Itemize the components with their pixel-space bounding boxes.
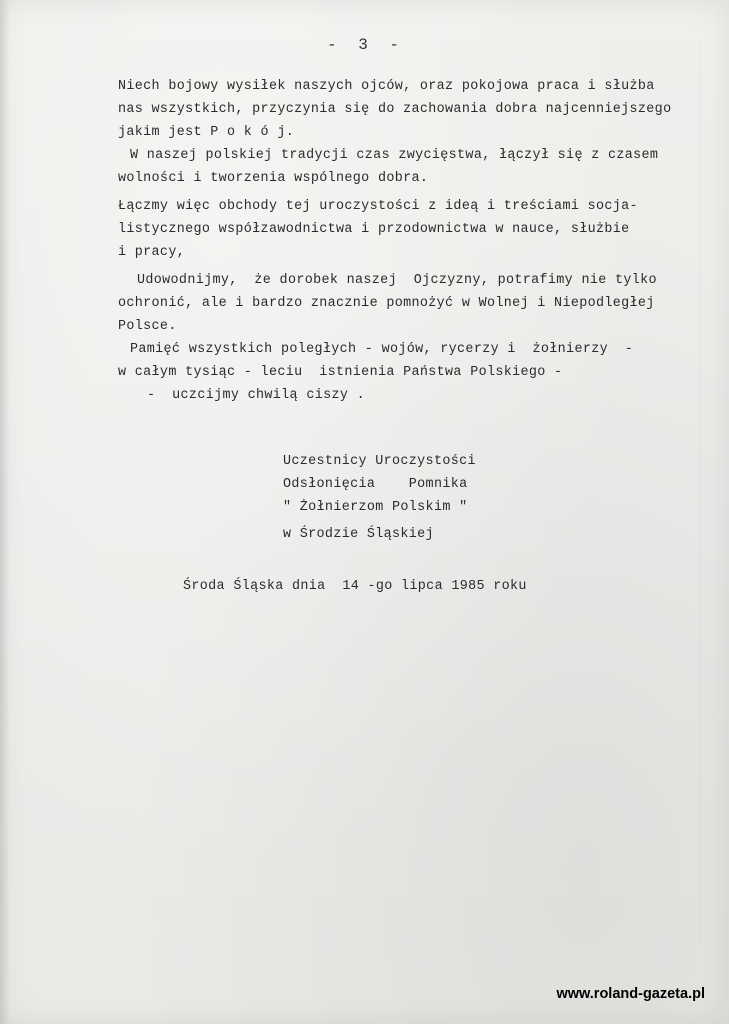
paper-crease xyxy=(700,40,701,940)
body-line-7: listycznego współzawodnictwa i przodownictwa w nauce, służbie xyxy=(118,222,630,237)
watermark-text: www.roland-gazeta.pl xyxy=(556,986,705,1002)
body-line-4: W naszej polskiej tradycji czas zwycięstwa, łączył się z czasem xyxy=(130,148,659,163)
signature-line-4: w Środzie Śląskiej xyxy=(283,527,434,542)
signature-line-1: Uczestnicy Uroczystości xyxy=(283,454,476,469)
body-line-1: Niech bojowy wysiłek naszych ojców, oraz pokojowa praca i służba xyxy=(118,79,655,94)
body-line-3: jakim jest P o k ó j. xyxy=(118,125,295,140)
body-line-8: i pracy, xyxy=(118,245,186,260)
paper-edge-shadow xyxy=(0,0,10,1024)
body-line-12: Pamięć wszystkich poległych - wojów, rycerzy i żołnierzy - xyxy=(130,342,634,357)
date-line: Środa Śląska dnia 14 -go lipca 1985 roku xyxy=(183,579,527,594)
body-line-13: w całym tysiąc - leciu istnienia Państwa Polskiego - xyxy=(118,365,563,380)
signature-line-3: " Żołnierzom Polskim " xyxy=(283,500,468,515)
body-line-2: nas wszystkich, przyczynia się do zachowania dobra najcenniejszego xyxy=(118,102,672,117)
page-number: - 3 - xyxy=(327,36,406,54)
signature-line-2: Odsłonięcia Pomnika xyxy=(283,477,468,492)
body-line-6: Łączmy więc obchody tej uroczystości z ideą i treściami socja- xyxy=(118,199,638,214)
body-line-14: - uczcijmy chwilą ciszy . xyxy=(147,388,366,403)
body-line-5: wolności i tworzenia wspólnego dobra. xyxy=(118,171,429,186)
body-line-9: Udowodnijmy, że dorobek naszej Ojczyzny, potrafimy nie tylko xyxy=(137,273,657,288)
body-line-10: ochronić, ale i bardzo znacznie pomnożyć w Wolnej i Niepodległej xyxy=(118,296,655,311)
body-line-11: Polsce. xyxy=(118,319,177,334)
